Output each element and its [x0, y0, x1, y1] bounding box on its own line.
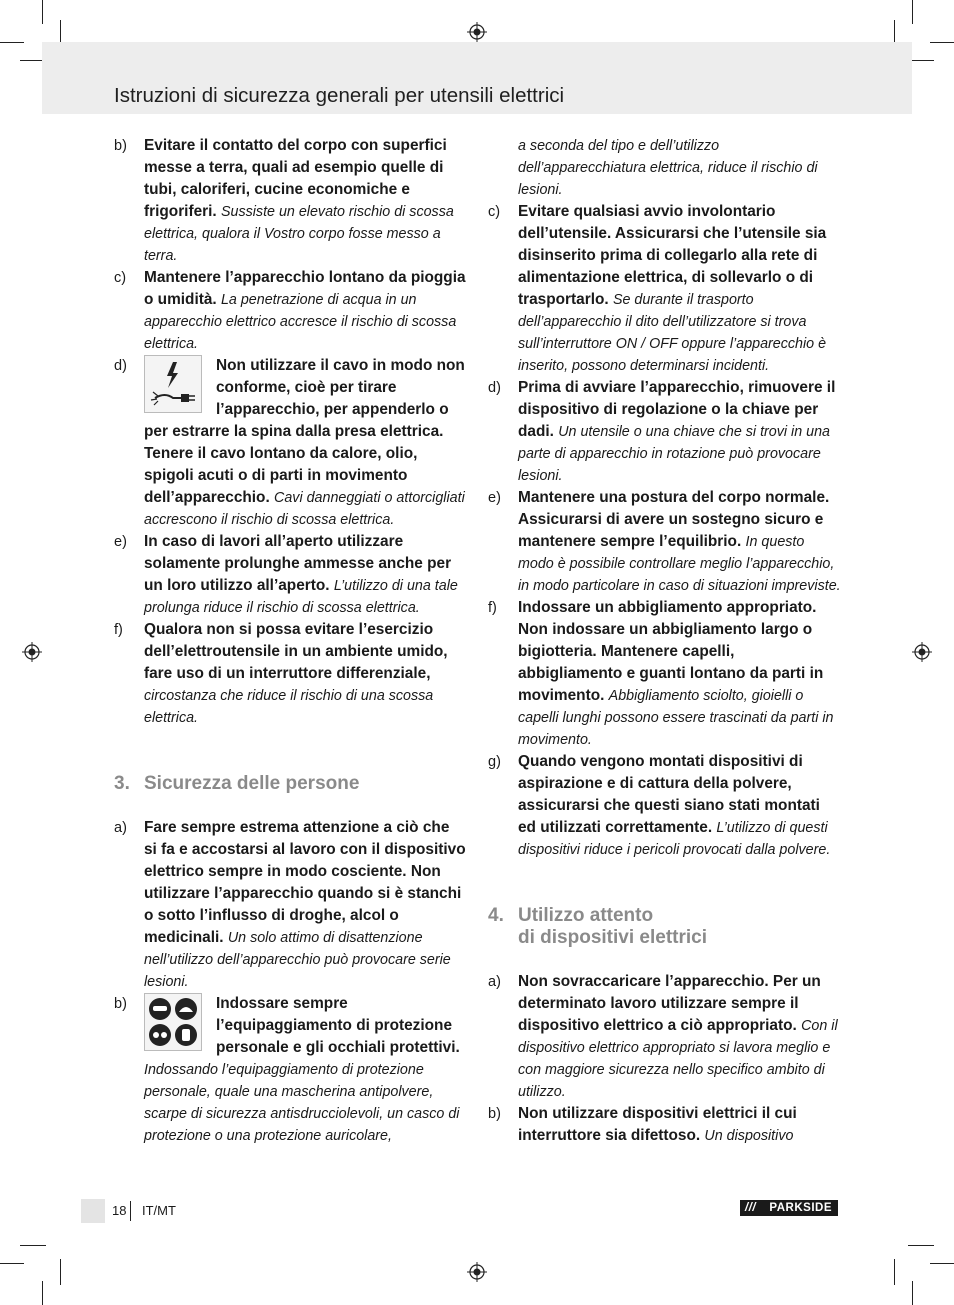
item-instruction: Prima di avviare l’apparecchio, rimuovere il dispositivo di regolazione o la chiave per dadi. — [518, 379, 836, 440]
item-instruction: Evitare il contatto del corpo con superfici messe a terra, quali ad esempio quelle di tubi, caloriferi, cucine economiche e frigoriferi. — [144, 137, 447, 220]
item-letter: b) — [488, 1106, 501, 1122]
list-item — [488, 487, 842, 597]
item-explanation: Abbigliamento sciolto, gioielli o capelli lunghi possono essere trascinati da parti in movimento. — [518, 688, 834, 748]
list-item — [488, 971, 842, 1103]
crop-mark — [0, 1263, 24, 1264]
item-explanation: Cavi danneggiati o attorcigliati accrescono il rischio di scossa elettrica. — [144, 490, 465, 528]
item-instruction: Quando vengono montati dispositivi di aspirazione e di cattura della polvere, assicurarsi che questi siano stati montati ed utilizzati correttamente. — [518, 753, 820, 836]
item-letter: c) — [488, 204, 501, 220]
item-letter: f) — [114, 622, 123, 638]
item-instruction: Indossare sempre l’equipaggiamento di protezione personale e gli occhiali protettivi. — [216, 995, 460, 1056]
right-column — [488, 135, 842, 1147]
item-explanation: La penetrazione di acqua in un apparecchio elettrico accresce il rischio di scossa elettrica. — [144, 292, 457, 352]
item-letter: e) — [488, 490, 501, 506]
item-letter: d) — [488, 380, 501, 396]
section-number: 3. — [114, 773, 130, 794]
item-letter: a) — [488, 974, 501, 990]
item-letter: a) — [114, 820, 127, 836]
item-explanation: Sussiste un elevato rischio di scossa elettrica, qualora il Vostro corpo fosse messo a terra. — [144, 204, 454, 264]
crop-mark — [908, 1245, 934, 1246]
item-letter: f) — [488, 600, 497, 616]
list-item — [114, 993, 466, 1147]
continued-text: a seconda del tipo e dell’utilizzo dell’apparecchiatura elettrica, riduce il rischio di lesioni. — [518, 138, 818, 198]
item-explanation: Un dispositivo — [704, 1128, 794, 1144]
section-heading — [114, 773, 466, 795]
item-instruction: Non sovraccaricare l’apparecchio. Per un determinato lavoro utilizzare sempre il dispositivo elettrico a ciò appropriato. — [518, 973, 821, 1034]
item-explanation: Se durante il trasporto dell’apparecchio il dito dell’utilizzatore si trova sull’interruttore ON / OFF oppure l’apparecchio è inserito, possono determinarsi incidenti. — [518, 292, 827, 374]
item-explanation: L’utilizzo di una tale prolunga riduce il rischio di scossa elettrica. — [144, 578, 458, 616]
protective-equipment-icon — [144, 993, 202, 1051]
item-letter: b) — [114, 996, 127, 1012]
registration-mark-icon — [467, 1262, 487, 1282]
parkside-logo — [740, 1200, 838, 1216]
crop-mark — [42, 1281, 43, 1305]
page-title: Istruzioni di sicurezza generali per utensili elettrici — [114, 84, 565, 107]
crop-mark — [894, 1259, 895, 1285]
crop-mark — [60, 1259, 61, 1285]
item-explanation: In questo modo è possibile controllare meglio l’apparecchio, in modo particolare in caso di situazioni impreviste. — [518, 534, 841, 594]
crop-mark — [912, 0, 913, 24]
crop-mark — [930, 42, 954, 43]
item-explanation: L’utilizzo di questi dispositivi riduce i pericoli provocati dalla polvere. — [518, 820, 831, 858]
section-heading — [488, 905, 842, 949]
footer-divider — [130, 1201, 131, 1221]
logo-mark: /// — [745, 1202, 757, 1214]
item-instruction: Evitare qualsiasi avvio involontario dell’utensile. Assicurarsi che l’utensile sia disinserito prima di collegarlo alla rete di alimentazione elettrica, di sollevarlo o di trasportarlo. — [518, 203, 827, 308]
item-instruction: In caso di lavori all’aperto utilizzare solamente prolunghe ammesse anche per un loro utilizzo all’aperto. — [144, 533, 452, 594]
cable-hazard-icon — [144, 355, 202, 413]
footer-marker — [81, 1199, 105, 1223]
list-item — [114, 619, 466, 729]
crop-mark — [0, 42, 24, 43]
list-item — [488, 377, 842, 487]
item-letter: d) — [114, 358, 127, 374]
list-item — [488, 1103, 842, 1147]
left-column — [114, 135, 466, 1147]
item-instruction: Fare sempre estrema attenzione a ciò che si fa e accostarsi al lavoro con il dispositivo elettrico sempre in modo cosciente. Non utilizzare l’apparecchio quando si è stanchi o sotto l’influsso di droghe, alcol o medicinali. — [144, 819, 466, 946]
list-item — [114, 355, 466, 531]
item-instruction: Non utilizzare il cavo in modo non conforme, cioè per tirare l’apparecchio, per appenderlo o per estrarre la spina dalla presa elettrica. Tenere il cavo lontano da calore, olio, spigoli acuti o di parti in movimento dell’apparecchio. — [144, 357, 465, 506]
item-explanation: Con il dispositivo elettrico appropriato si lavora meglio e con maggiore sicurezza nello specifico ambito di utilizzo. — [518, 1018, 838, 1100]
section-number: 4. — [488, 905, 504, 926]
section-title: Sicurezza delle persone — [144, 773, 360, 794]
list-item — [114, 135, 466, 267]
item-letter: e) — [114, 534, 127, 550]
item-explanation: Indossando l’equipaggiamento di protezione personale, quale una mascherina antipolvere, scarpe di sicurezza antisdrucciolevoli, un casco di protezione o una protezione auricolare, — [144, 1062, 460, 1144]
list-item — [488, 597, 842, 751]
item-letter: g) — [488, 754, 501, 770]
page-number: 18 — [112, 1203, 127, 1218]
item-instruction: Indossare un abbigliamento appropriato. Non indossare un abbigliamento largo o bigiotteria. Mantenere capelli, abbigliamento e guanti lontano da parti in movimento. — [518, 599, 824, 704]
item-instruction: Non utilizzare dispositivi elettrici il cui interruttore sia difettoso. — [518, 1105, 797, 1144]
item-instruction: Mantenere una postura del corpo normale. Assicurarsi di avere un sostegno sicuro e mantenere sempre l’equilibrio. — [518, 489, 830, 550]
item-instruction: Qualora non si possa evitare l’esercizio dell’elettroutensile in un ambiente umido, fare uso di un interruttore differenziale, — [144, 621, 448, 682]
list-item — [488, 751, 842, 861]
item-explanation: Un solo attimo di disattenzione nell’utilizzo dell’apparecchio può provocare serie lesioni. — [144, 930, 451, 990]
item-explanation: circostanza che riduce il rischio di una scossa elettrica. — [144, 688, 434, 726]
item-explanation: Un utensile o una chiave che si trovi in una parte di apparecchio in rotazione può provocare lesioni. — [518, 424, 831, 484]
section-title-line: Utilizzo attento — [518, 905, 654, 926]
registration-mark-icon — [22, 642, 42, 662]
item-letter: b) — [114, 138, 127, 154]
registration-mark-icon — [912, 642, 932, 662]
item-instruction: Mantenere l’apparecchio lontano da pioggia o umidità. — [144, 269, 466, 308]
list-item — [114, 817, 466, 993]
item-letter: c) — [114, 270, 127, 286]
language-code: IT/MT — [142, 1203, 176, 1218]
list-item — [114, 531, 466, 619]
crop-mark — [42, 0, 43, 24]
crop-mark — [930, 1263, 954, 1264]
registration-mark-icon — [467, 22, 487, 42]
section-title-line: di dispositivi elettrici — [518, 927, 707, 948]
list-item — [488, 201, 842, 377]
brand-name: PARKSIDE — [769, 1202, 832, 1214]
crop-mark — [912, 1281, 913, 1305]
crop-mark — [20, 1245, 46, 1246]
list-item — [114, 267, 466, 355]
